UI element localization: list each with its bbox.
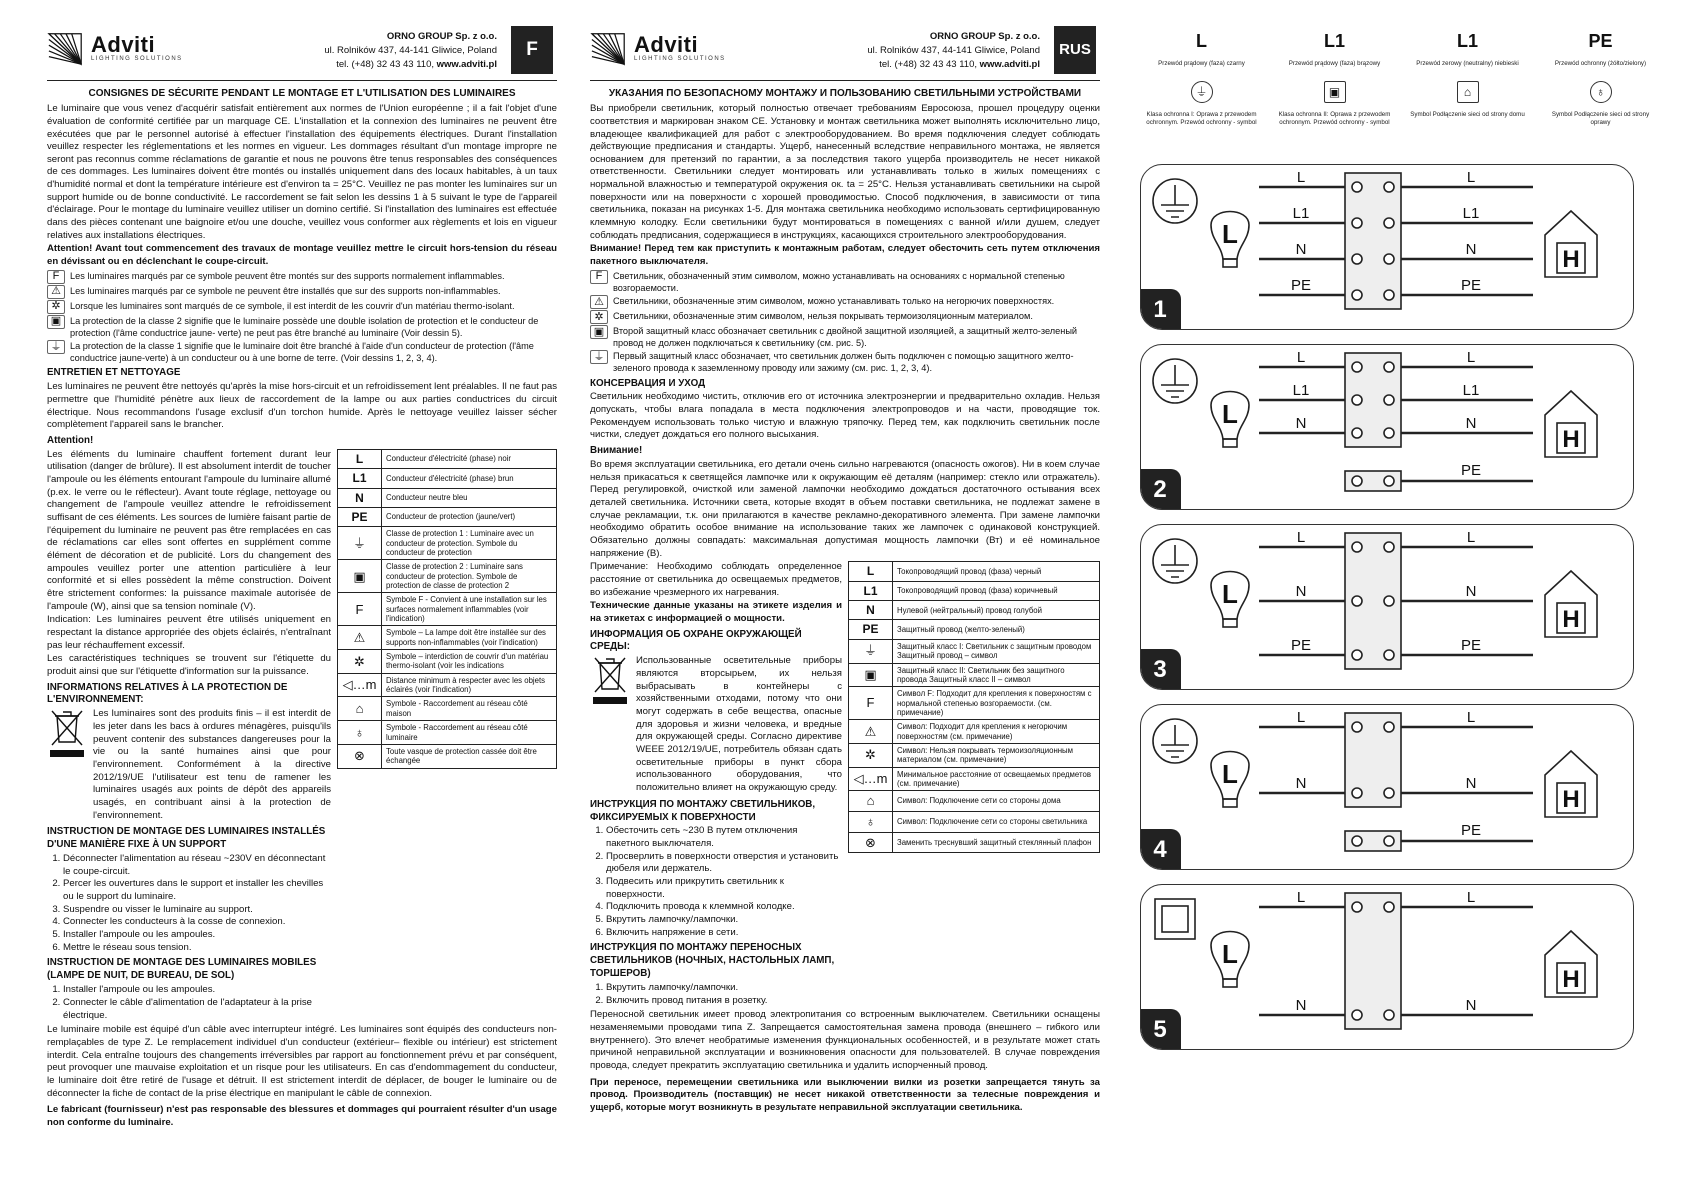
section-heading: КОНСЕРВАЦИЯ И УХОД	[590, 377, 706, 389]
lamp-letter: L	[1222, 399, 1238, 429]
terminal-screw	[1384, 428, 1394, 438]
symbol-row: ⏚ La protection de la classe 1 signifie que le luminaire doit être branché à l'aide d'un conducteur de protection (l'âme conductrice jaune-verte) à un conducteur ou à une borne de terre. (Voir dessins 1, 2, 3, 4).	[47, 340, 557, 364]
lamp-icon: ♁	[849, 811, 893, 832]
house-letter: H	[1562, 786, 1580, 813]
symbol-row: F Les luminaires marqués par ce symbole peuvent être montés sur des supports normalement inflammables.	[47, 270, 557, 284]
f-symbol-icon: F	[47, 270, 65, 284]
section-heading: Внимание!	[590, 445, 643, 457]
wire-label-pe: PE	[1460, 822, 1482, 839]
panel-number: 5	[1140, 1009, 1181, 1050]
environment-text: Les luminaires sont des produits finis – il est interdit de les jeter dans les bacs à ordures ménagères, puisqu'ils peuvent contenir des substances dangereuses pour la vie ou la santé humaines ainsi que pour l'environnement. Conformément à la directive 2012/19/UE l'utilisateur est tenu de ramener les luminaires usagés aux points de dépôt des appareils usagés, en contribuant ainsi à la protection de l'environnement.	[93, 708, 331, 821]
company-address: ul. Rolników 437, 44-141 Gliwice, Poland	[867, 44, 1040, 56]
symbol-row: ▣ La protection de la classe 2 signifie que le luminaire possède une double isolation de protection et le conducteur de protection (l'âme conductrice jaune- verte) ne peut pas être branché au luminaire (Voir dessin 5).	[47, 315, 557, 339]
section-heading: ENTRETIEN ET NETTOYAGE	[47, 367, 181, 379]
house-icon: ⌂	[1457, 81, 1479, 103]
wire-legend	[1140, 32, 1662, 67]
ground-icon	[1352, 836, 1362, 846]
terminal-screw	[1352, 902, 1362, 912]
no-cover-icon: ✲	[590, 310, 608, 324]
brand-logo	[47, 30, 183, 68]
terminal-screw	[1352, 254, 1362, 264]
symbol-row: ⚠ Les luminaires marqués par ce symbole ne peuvent être installés que sur des supports non-inflammables.	[47, 285, 557, 299]
attention-text: Les éléments du luminaire chauffent fortement durant leur utilisation (danger de brûlure). Il est absolument interdit de toucher l'ampoule ou les éléments entourant l'ampoule du luminaire allumé (p.ex. le verre ou le réflecteur). Avant toute réglage, nettoyage ou changement de l'ampoule veuillez attendre le refroidissement suffisant de ces éléments. Les sources de lumière faisant partie de l'équipement du luminaire ne peuvent pas être remplacées en cas de réclamations car elles sont offertes en supplément comme élément de décoration et de publicité. Lors du changement des ampoules veuillez porter une attention particulière à leur conformité et si elles possèdent la même construction. Doivent être strictement conformes: la puissance maximale autorisée de l'ampoule (W), ainsi que sa tension nominale (V).	[47, 448, 331, 612]
wiring-svg	[1141, 525, 1634, 690]
fixed-steps: 1. Déconnecter l'alimentation au réseau ~230V en déconnectant le coupe-circuit. 2. Percer les ouvertures dans le support et installer les chevilles ou le support du luminaire. 3. Suspendre ou visser le luminaire au support. 4. Connecter les conducteurs à la cosse de connexion. 5. Installer l'ampoule ou les ampoules. 6. Mettre le réseau sous tension.	[63, 853, 331, 954]
wire-label-right: L	[1466, 529, 1476, 546]
wire-label-right: N	[1465, 997, 1477, 1014]
tech-text: Технические данные указаны на этикете изделия и на этикетах с информацией о мощности.	[590, 600, 842, 624]
wire-label-right: N	[1465, 775, 1477, 792]
wire-label-right: L1	[1462, 205, 1480, 222]
legend-item: L1 Przewód zerowy (neutralny) niebieski	[1416, 31, 1519, 67]
terminal-screw	[1384, 362, 1394, 372]
symbol-row: ⚠ Светильники, обозначенные этим символом, можно устанавливать только на негорючих поверхностях.	[590, 295, 1100, 309]
company-name: ORNO GROUP Sp. z o.o.	[929, 31, 1040, 42]
wiring-panel	[1140, 164, 1634, 330]
ground-icon: ⏚	[338, 527, 382, 560]
wiring-svg	[1141, 705, 1634, 870]
wire-label-left: L	[1296, 349, 1306, 366]
legend-item: L Przewód prądowy (faza) czarny	[1158, 31, 1245, 67]
legend-table: L Conducteur d'électricité (phase) noir L1 Conducteur d'électricité (phase) brun N Conducteur neutre bleu PE Conducteur de protection (jaune/vert) ⏚ Classe de protection 1 : Luminaire avec un conducteur de protection. Symbole du conducteur de protection ▣ Classe de protection 2 : Luminaire sans conducteur de protection. Symbole de protection de classe de protection 2 F Symbole F - Convient à une installation sur les surfaces normalement inflammables (voir l'indication) ⚠ Symbole – La lampe doit être installée sur des supports non-inflammables (voir l'indication) ✲ Symbole – interdiction de couvrir d'un matériau thermo-isolant (voir les indications ◁…m Distance minimum à respecter avec les objets éclairés (voir l'indication) ⌂ Symbole - Raccordement au réseau côté maison ♁ Symbole - Raccordement au réseau côté luminaire ⊗ Toute vasque de protection cassée doit être échangée	[337, 449, 557, 769]
wiring-svg	[1141, 345, 1634, 510]
legend-item: ▣ Klasa ochronna II: Oprawa z przewodem ochronnym. Przewód ochronny - symbol	[1277, 81, 1392, 126]
wire-label-right: L	[1466, 349, 1476, 366]
panel-number: 1	[1140, 289, 1181, 330]
wire-label-right: N	[1465, 583, 1477, 600]
terminal-screw	[1352, 182, 1362, 192]
wiring-diagram-column	[1140, 26, 1662, 1176]
terminal-screw	[1352, 542, 1362, 552]
environment-text: Использованные осветительные приборы являются вторсырьем, их нельзя выбрасывать в контейнеры с хозяйственными отходами, потому что они могут содержать в себе вещества, опасные для здоровья и жизни человека, и вредные для окружающей среды. Согласно директиве WEEE 2012/19/UE, потребитель обязан сдать осветительные приборы в пункт сбора использованного оборудования, что положительно влияет на окружающую среду.	[636, 655, 842, 793]
ground-icon: ⏚	[849, 639, 893, 663]
ground-icon: ⏚	[47, 340, 65, 354]
attention-text: Во время эксплуатации светильника, его детали очень сильно нагреваются (опасность ожогов). Ни в коем случае нельзя прикасаться к светящейся лампочке или к окружающим её деталям (например: стекло или отражатель). Перед регулировкой, очисткой или заменой лампочки необходимо дождаться достаточного остывания всех деталей светильника. Источники света, которые входят в объем поставки светильника, не подлежат замене в случае рекламации, т.к. они прилагаются в качестве рекламно-декоративного элемента. При замене лампочки необходимо обратить особое внимание на использование таких же лампочек с одинаковой конструкцией. Обязательно должны совпадать: максимальная допустимая мощность лампочки (Вт) и её номинальное напряжение (В).	[590, 459, 1100, 559]
f-symbol-icon: F	[849, 687, 893, 720]
intro-text: Вы приобрели светильник, который полностью отвечает требованиям Евросоюза, прошел процедуру оценки соответствия и маркирован знаком CE. Установку и монтаж светильника может выполнять исключительно лицо, владеющее квалификацией для работ с электрооборудованием. Во время подключения следует соблюдать действующие предписания и стандарты. Ущерб, нанесенный вследствие неправильного монтажа, не является основанием для претензий по гарантии, а за последствия такого ущерба производитель не несет никакой ответственности. Светильники следует монтировать или устанавливать только в жилых помещениях с нормальной влажностью и температурой окружения ок. ta = 25°C. Нельзя устанавливать светильники на сырой поверхности или на поверхности с хорошей проводимостью. Способ подключения, в зависимости от типа светильника, показан на рисунках 1-5. Для монтажа светильника необходимо использовать сертифицированную клеммную колодку. Если светильники будут монтироваться в помещениях с ванной и/или душем, следует соблюдать предписания, содержащиеся в инструкциях, касающихся строительного электрооборудования.	[590, 103, 1100, 241]
company-address: ul. Rolników 437, 44-141 Gliwice, Poland	[324, 44, 497, 56]
company-contact: tel. (+48) 32 43 43 110, www.adviti.pl	[879, 58, 1040, 70]
company-web[interactable]: www.adviti.pl	[979, 58, 1040, 70]
wire-label-left: N	[1295, 775, 1307, 792]
non-flammable-icon: ⚠	[338, 626, 382, 650]
wire-label-right: L	[1466, 709, 1476, 726]
wire-label-left: N	[1295, 997, 1307, 1014]
broken-glass-icon: ⊗	[338, 744, 382, 768]
wire-label-left: L1	[1292, 205, 1310, 222]
brand-tagline: LIGHTING SOLUTIONS	[91, 56, 183, 63]
distance-icon: ◁…m	[338, 673, 382, 697]
class2-icon: ▣	[849, 663, 893, 687]
house-icon: ⌂	[849, 791, 893, 812]
final-notice: При переносе, перемещении светильника или выключении вилки из розетки запрещается тянуть за провод. Производитель (поставщик) не несет никакой ответственности за телесные повреждения и ущерб, которые могут возникнуть в результате неправильной эксплуатации светильника.	[590, 1076, 1100, 1114]
non-flammable-icon: ⚠	[590, 295, 608, 309]
header-fr	[47, 26, 557, 86]
section-heading: INSTRUCTION DE MONTAGE DES LUMINAIRES INSTALLÉS D'UNE MANIÈRE FIXE À UN SUPPORT	[47, 826, 326, 851]
class2-icon: ▣	[338, 560, 382, 593]
header-ru	[590, 26, 1100, 86]
no-cover-icon: ✲	[849, 743, 893, 767]
section-heading: ИНФОРМАЦИЯ ОБ ОХРАНЕ ОКРУЖАЮЩЕЙ СРЕДЫ:	[590, 628, 802, 653]
terminal-screw	[1352, 428, 1362, 438]
icon-legend	[1140, 81, 1662, 126]
company-info	[324, 30, 497, 71]
symbol-list	[47, 270, 557, 365]
wiring-svg	[1141, 165, 1634, 330]
f-symbol-icon: F	[590, 270, 608, 284]
brand-rays-icon	[590, 30, 628, 68]
section-heading: ИНСТРУКЦИЯ ПО МОНТАЖУ СВЕТИЛЬНИКОВ, ФИКСИРУЕМЫХ К ПОВЕРХНОСТИ	[590, 798, 816, 823]
terminal-screw	[1352, 395, 1362, 405]
section-heading: ИНСТРУКЦИЯ ПО МОНТАЖУ ПЕРЕНОСНЫХ СВЕТИЛЬНИКОВ (НОЧНЫХ, НАСТОЛЬНЫХ ЛАМП, ТОРШЕРОВ)	[590, 942, 835, 980]
wiring-panel	[1140, 344, 1634, 510]
maintenance-text: Светильник необходимо чистить, отключив его от источника электроэнергии и предварительно охладив. Нельзя допускать, чтобы влага попадала в места подключения электропроводов и на части, проводящие ток. Рекомендуем использовать только чистую и влажную тряпочку. Перед тем, как подключить светильник после чистки, следует дождаться его полного высыхания.	[590, 391, 1100, 441]
brand-rays-icon	[47, 30, 85, 68]
legend-item: L1 Przewód prądowy (faza) brązowy	[1288, 31, 1381, 67]
ground-icon	[1352, 476, 1362, 486]
mobile-text: Переносной светильник имеет провод электропитания со встроенным выключателем. Светильники оснащены незаменяемыми проводами типа Z. Запрещается самостоятельная замена провода (внешнего – гибкого или внутреннего). Это влечет необратимые изменения функциональных особенностей, и в результате может стать причиной неправильной эксплуатации и возникновения опасности для пользователей. В случае повреждения провода, следует прекратить эксплуатацию светильника и удалить испорченный провод.	[590, 1009, 1100, 1072]
mobile-steps: 1. Вкрутить лампочку/лампочки. 2. Включить провод питания в розетку.	[606, 982, 842, 1007]
terminal-screw	[1352, 1010, 1362, 1020]
page-title: CONSIGNES DE SÉCURITE PENDANT LE MONTAGE ET L'UTILISATION DES LUMINAIRES	[88, 88, 516, 99]
broken-glass-icon: ⊗	[849, 832, 893, 853]
terminal-screw	[1384, 218, 1394, 228]
terminal-screw	[1352, 722, 1362, 732]
weee-bin-icon	[47, 708, 87, 760]
brand-name: Adviti	[91, 32, 156, 58]
lamp-icon: ♁	[338, 721, 382, 745]
symbol-row: F Светильник, обозначенный этим символом, можно устанавливать на основаниях с нормальной степенью возгораемости.	[590, 270, 1100, 294]
symbol-row: ✲ Светильники, обозначенные этим символом, нельзя покрывать термоизоляционным материалом.	[590, 310, 1100, 324]
terminal-screw	[1352, 650, 1362, 660]
wire-label-right: N	[1465, 241, 1477, 258]
terminal-screw	[1384, 836, 1394, 846]
f-symbol-icon: F	[338, 593, 382, 626]
terminal-screw	[1384, 254, 1394, 264]
terminal-screw	[1352, 290, 1362, 300]
no-cover-icon: ✲	[338, 650, 382, 674]
company-name: ORNO GROUP Sp. z o.o.	[386, 31, 497, 42]
legend-table: L Токопроводящий провод (фаза) черный L1 Токопроводящий провод (фаза) коричневый N Нулевой (нейтральный) провод голубой PE Защитный провод (желто-зеленый) ⏚ Защитный класс I: Светильник с защитным проводом Защитный провод – символ ▣ Защитный класс II: Светильник без защитного провода Защитный класс II – символ F Символ F: Подходит для крепления к поверхностям с нормальной степенью возгораемости. (см. примечание) ⚠ Символ: Подходит для крепления к негорючим поверхностям (см. примечание) ✲ Символ: Нельзя покрывать термоизоляционным материалом (см. примечание) ◁…m Минимальное расстояние от освещаемых предметов (см. примечание) ⌂ Символ: Подключение сети со стороны дома ♁ Символ: Подключение сети со стороны светильника ⊗ Заменить треснувший защитный стеклянный плафон	[848, 561, 1100, 853]
mobile-steps: 1. Installer l'ampoule ou les ampoules. 2. Connecter le câble d'alimentation de l'adaptateur à la prise électrique.	[63, 984, 331, 1022]
house-letter: H	[1562, 246, 1580, 273]
terminal-screw	[1352, 596, 1362, 606]
house-icon: ⌂	[338, 697, 382, 721]
wire-label-left: L	[1296, 709, 1306, 726]
wire-label-pe: PE	[1460, 462, 1482, 479]
panel-number: 4	[1140, 829, 1181, 870]
wire-label-left: L1	[1292, 382, 1310, 399]
section-heading: INFORMATIONS RELATIVES À LA PROTECTION DE L'ENVIRONNEMENT:	[47, 681, 288, 706]
panel-number: 3	[1140, 649, 1181, 690]
terminal-screw	[1384, 902, 1394, 912]
ground-icon: ⏚	[1191, 81, 1213, 103]
language-badge: RUS	[1054, 26, 1096, 74]
no-cover-icon: ✲	[47, 300, 65, 314]
mobile-text: Le luminaire mobile est équipé d'un câble avec interrupteur intégré. Les luminaires sont équipés des conducteurs non-remplaçables de type Z. Le remplacement individuel d'un conducteur (extérieur– flexible ou intérieur) est strictement interdit. Cela entraîne toujours des changements irréversibles par rapport au fonctionnement prévu et par conséquent, peut provoquer une mauvaise exploitation et un risque pour les utilisateurs. En cas d'endommagement du conducteur, le luminaire doit être retiré de l'usage et détruit. Il est strictement interdit de déplacer, de bouger le luminaire ou de déconnecter la fiche de contact de la prise électrique en manipulant le câble de connexion.	[47, 1024, 557, 1099]
terminal-block	[1345, 173, 1401, 309]
non-flammable-icon: ⚠	[849, 720, 893, 744]
terminal-screw	[1352, 362, 1362, 372]
intro-text: Le luminaire que vous venez d'acquérir satisfait entièrement aux normes de l'Union européenne ; il a fait l'objet d'une évaluation de conformité certifiée par un marquage CE. L'installation et la connexion des luminaires ne peuvent être exécutées que par le personnel autorisé à effectuer l'installation des équipements électriques. Durant l'installation veuillez respecter les réglementations et les normes en vigueur. Les dommages résultant d'un montage impropre ne seront pas reconnus comme réclamations de garantie et nous ne pouvons être tenus responsables des conséquences de ces dommages. Les luminaires doivent être montés ou installés uniquement dans des locaux habitables, à un taux d'humidité normal et dont la température intérieure est d'environ ta = 25°C. Veuillez ne pas monter les luminaires sur un support humide ou de bonne conductivité. Le raccordement se fait selon les dessins 1 à 5 suivant le type de l'appareil d'éclairage. Pour le montage du luminaire veuillez utiliser un domino certifié. Si l'installation des luminaires est effectuée dans des pièces contenant une baignoire et/ou une douche, veuillez vous conformer aux règlements et lois en vigueur relatives aux installations électriques.	[47, 103, 557, 241]
legend-item: ⏚ Klasa ochronna I: Oprawa z przewodem ochronnym. Przewód ochronny - symbol	[1144, 81, 1259, 126]
terminal-screw	[1384, 722, 1394, 732]
symbol-row: ▣ Второй защитный класс обозначает светильник с двойной защитной изоляцией, а защитный желто-зеленый провод не должен подключаться к светильнику (см. рис. 5).	[590, 325, 1100, 349]
class2-icon	[1155, 899, 1195, 939]
brand-name: Adviti	[634, 32, 699, 58]
terminal-screw	[1384, 596, 1394, 606]
panel-number: 2	[1140, 469, 1181, 510]
terminal-block	[1345, 893, 1401, 1029]
symbol-row: ⏚ Первый защитный класс обозначает, что светильник должен быть подключен с помощью защитного желто-зеленого провода к заземленному проводу или зажиму (см. рис. 1, 2, 3, 4).	[590, 350, 1100, 374]
lamp-letter: L	[1222, 759, 1238, 789]
section-heading: INSTRUCTION DE MONTAGE DES LUMINAIRES MOBILES (LAMPE DE NUIT, DE BUREAU, DE SOL)	[47, 957, 317, 982]
house-letter: H	[1562, 426, 1580, 453]
lamp-letter: L	[1222, 579, 1238, 609]
wire-label-right: PE	[1460, 277, 1482, 294]
final-notice: Le fabricant (fournisseur) n'est pas responsable des blessures et dommages qui pourraient résulter d'un usage non conforme du luminaire.	[47, 1104, 557, 1128]
ground-icon: ⏚	[590, 350, 608, 364]
house-letter: H	[1562, 606, 1580, 633]
lamp-letter: L	[1222, 939, 1238, 969]
terminal-screw	[1352, 788, 1362, 798]
wiring-panel	[1140, 884, 1634, 1050]
maintenance-text: Les luminaires ne peuvent être nettoyés qu'après la mise hors-circuit et un refroidissement lent préalables. Il ne faut pas permettre que l'humidité pénètre aux lieux de raccordement de la lampe ou aux parties conductrices du circuit électrique. Nous recommandons l'usage exclusif d'un torchon humide. Après le nettoyage veuillez laisser sécher complètement l'appareil sans le brancher.	[47, 381, 557, 431]
terminal-screw	[1384, 542, 1394, 552]
legend-item: PE Przewód ochronny (żółto/zielony)	[1554, 31, 1647, 67]
terminal-screw	[1384, 476, 1394, 486]
terminal-screw	[1384, 290, 1394, 300]
wire-label-right: PE	[1460, 637, 1482, 654]
symbol-list	[590, 270, 1100, 375]
class2-icon: ▣	[590, 325, 608, 339]
class2-icon: ▣	[1324, 81, 1346, 103]
wiring-panel	[1140, 524, 1634, 690]
wire-label-left: N	[1295, 241, 1307, 258]
company-web[interactable]: www.adviti.pl	[436, 58, 497, 70]
house-letter: H	[1562, 966, 1580, 993]
terminal-screw	[1384, 788, 1394, 798]
wire-label-left: PE	[1290, 637, 1312, 654]
lamp-letter: L	[1222, 219, 1238, 249]
non-flammable-icon: ⚠	[47, 285, 65, 299]
wire-label-left: L	[1296, 889, 1306, 906]
wiring-panel	[1140, 704, 1634, 870]
wire-label-right: L	[1466, 169, 1476, 186]
fixed-steps: 1. Обесточить сеть ~230 В путем отключения пакетного выключателя. 2. Просверлить в поверхности отверстия и установить дюбеля или держатель. 3. Подвесить или прикрутить светильник к поверхности. 4. Подключить провода к клеммной колодке. 5. Вкрутить лампочку/лампочки. 6. Включить напряжение в сети.	[606, 825, 842, 939]
brand-logo	[590, 30, 726, 68]
class2-icon: ▣	[47, 315, 65, 329]
wire-label-left: PE	[1290, 277, 1312, 294]
wire-label-left: L	[1296, 169, 1306, 186]
wire-label-right: N	[1465, 415, 1477, 432]
lamp-icon: ♁	[1590, 81, 1612, 103]
tech-text: Les caractéristiques techniques se trouvent sur l'étiquette du produit ainsi que sur l'étiquette d'information sur la puissance.	[47, 653, 331, 677]
attention-text: Attention! Avant tout commencement des travaux de montage veuillez mettre le circuit hors-tension du réseau en dévissant ou en déclenchant le coupe-circuit.	[47, 243, 557, 268]
terminal-screw	[1384, 395, 1394, 405]
terminal-screw	[1384, 650, 1394, 660]
wire-label-right: L1	[1462, 382, 1480, 399]
attention-text: Внимание! Перед тем как приступить к монтажным работам, следует обесточить сеть путем отключения пакетного выключателя.	[590, 243, 1100, 268]
note-text: Примечание: Необходимо соблюдать определенное расстояние от светильника до освещаемых предметов, во избежание чрезмерного их нагревания.	[590, 561, 842, 598]
language-badge: F	[511, 26, 553, 74]
symbol-row: ✲ Lorsque les luminaires sont marqués de ce symbole, il est interdit de les couvrir d'un matériau thermo-isolant.	[47, 300, 557, 314]
section-heading: Attention!	[47, 434, 94, 446]
company-info	[867, 30, 1040, 71]
company-contact: tel. (+48) 32 43 43 110, www.adviti.pl	[336, 58, 497, 70]
brand-tagline: LIGHTING SOLUTIONS	[634, 56, 726, 63]
terminal-screw	[1384, 1010, 1394, 1020]
wire-label-right: L	[1466, 889, 1476, 906]
wire-label-left: L	[1296, 529, 1306, 546]
wire-label-left: N	[1295, 583, 1307, 600]
terminal-screw	[1384, 182, 1394, 192]
legend-item: ⌂ Symbol Podłączenie sieci od strony domu	[1410, 81, 1525, 126]
french-column	[47, 26, 557, 1176]
distance-icon: ◁…m	[849, 767, 893, 791]
russian-column	[590, 26, 1100, 1176]
weee-bin-icon	[590, 655, 630, 707]
wiring-svg	[1141, 885, 1634, 1050]
terminal-screw	[1352, 218, 1362, 228]
page-title: УКАЗАНИЯ ПО БЕЗОПАСНОМУ МОНТАЖУ И ПОЛЬЗОВАНИЮ СВЕТИЛЬНЫМИ УСТРОЙСТВАМИ	[608, 88, 1082, 99]
wire-label-left: N	[1295, 415, 1307, 432]
legend-item: ♁ Symbol Podłączenie sieci od strony oprawy	[1543, 81, 1658, 126]
indication-text: Indication: Les luminaires peuvent être utilisés uniquement en respectant la distance appropriée des objets éclairés, n'entraînant pas leur réchauffement excessif.	[47, 614, 331, 651]
